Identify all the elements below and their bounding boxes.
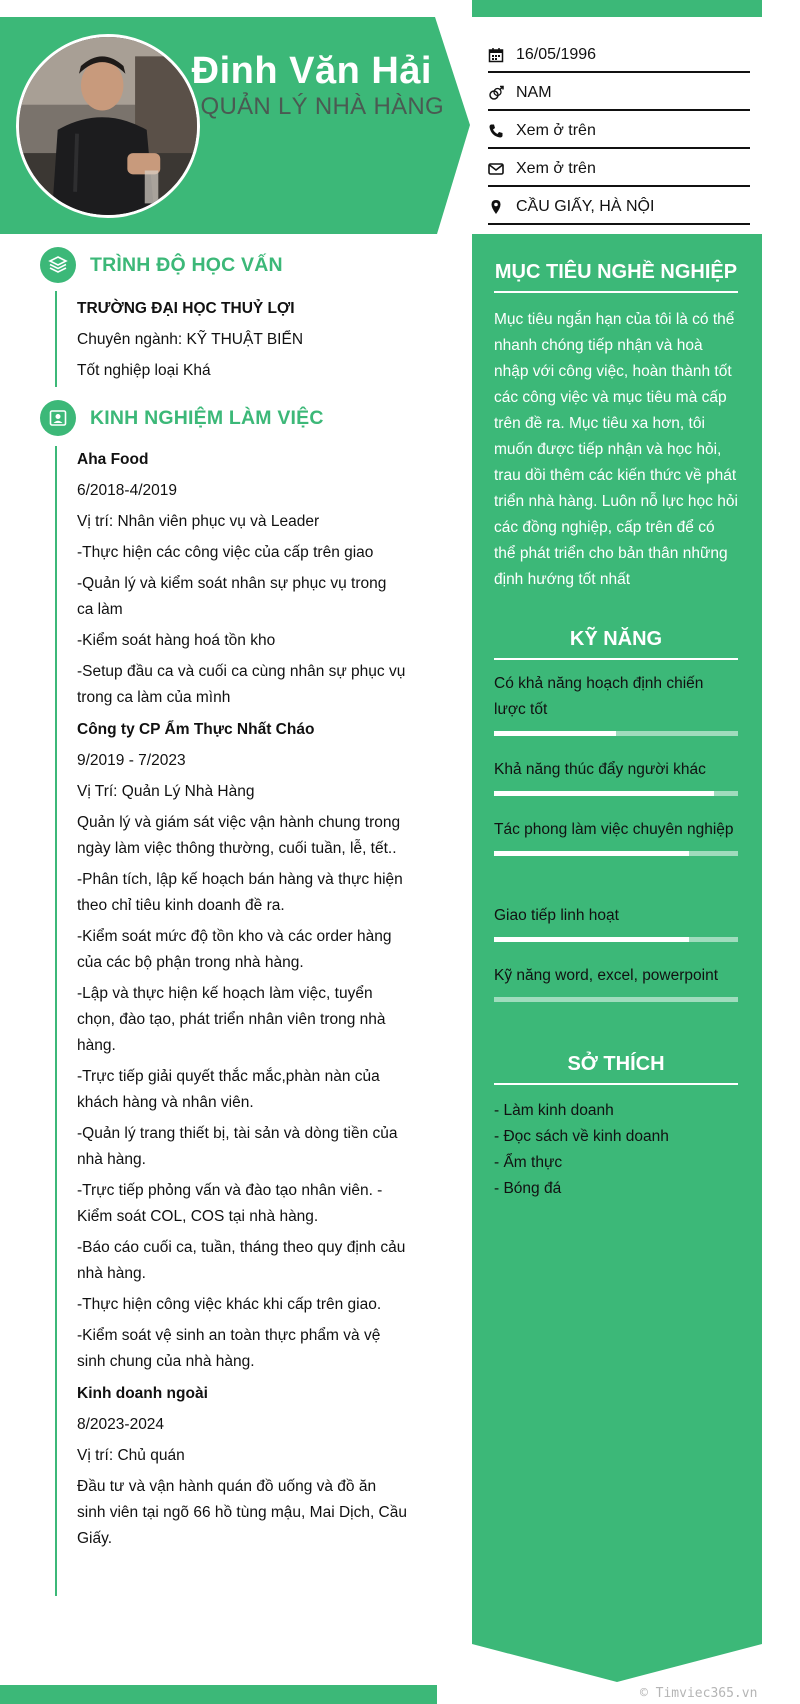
skill-label: Tác phong làm việc chuyên nghiệp — [494, 821, 734, 838]
job-duty: -Thực hiện các công việc của cấp trên giao — [77, 544, 374, 561]
contact-phone — [488, 111, 750, 149]
hobby-item: - Ẩm thực — [494, 1154, 563, 1171]
contact-birthdate-value: 16/05/1996 — [516, 46, 597, 63]
experience-timeline-line — [55, 446, 57, 1596]
contact-phone-value: Xem ở trên — [516, 122, 596, 139]
education-major: Chuyên ngành: KỸ THUẬT BIỂN — [77, 331, 304, 348]
skill-bar — [494, 997, 738, 1002]
job-company: Kinh doanh ngoài — [77, 1385, 208, 1402]
experience-block — [77, 447, 407, 1557]
bottom-bar — [0, 1685, 437, 1704]
education-timeline-line — [55, 291, 57, 387]
skill-label: Có khả năng hoạch định chiến lược tốt — [494, 675, 704, 718]
skill-item — [494, 671, 738, 736]
skill-bar-fill — [494, 937, 689, 942]
phone-icon — [488, 123, 516, 139]
contact-email-value: Xem ở trên — [516, 160, 596, 177]
job-position: Vị Trí: Quản Lý Nhà Hàng — [77, 783, 255, 800]
job-duty: -Phân tích, lập kế hoạch bán hàng và thực hiện theo chỉ tiêu kinh doanh đề ra. — [77, 871, 403, 914]
education-school: TRƯỜNG ĐẠI HỌC THUỶ LỢI — [77, 300, 295, 317]
id-card-icon — [40, 400, 76, 436]
job-duty: -Trực tiếp giải quyết thắc mắc,phàn nàn của khách hàng và nhân viên. — [77, 1068, 380, 1111]
hobby-item: - Bóng đá — [494, 1180, 562, 1197]
job-duty: -Thực hiện công việc khác khi cấp trên giao. — [77, 1296, 382, 1313]
hobby-list — [494, 1098, 738, 1202]
hobbies-title: SỞ THÍCH — [494, 1051, 738, 1085]
skill-item — [494, 963, 738, 1002]
skill-bar-fill — [494, 731, 616, 736]
job-duty: -Lập và thực hiện kế hoạch làm việc, tuyển chọn, đào tạo, phát triển nhân viên trong nhà hàng. — [77, 985, 386, 1054]
contact-gender — [488, 73, 750, 111]
contact-location — [488, 187, 750, 225]
job-period: 6/2018-4/2019 — [77, 482, 177, 499]
job-duty: Đầu tư và vận hành quán đồ uống và đồ ăn sinh viên tại ngõ 66 hồ tùng mậu, Mai Dịch, Cầu Giấy. — [77, 1478, 407, 1547]
job-period: 9/2019 - 7/2023 — [77, 752, 186, 769]
hobby-item: - Làm kinh doanh — [494, 1102, 614, 1119]
skill-item — [494, 817, 738, 856]
job-position: Vị trí: Chủ quán — [77, 1447, 185, 1464]
job-duty: -Kiểm soát vệ sinh an toàn thực phẩm và vệ sinh chung của nhà hàng. — [77, 1327, 381, 1370]
job-duty: -Quản lý và kiểm soát nhân sự phục vụ trong ca làm — [77, 575, 387, 618]
hobby-item: - Đọc sách về kinh doanh — [494, 1128, 669, 1145]
skill-bar-fill — [494, 791, 714, 796]
job-period: 8/2023-2024 — [77, 1416, 165, 1433]
skill-bar — [494, 937, 738, 942]
job-duty: -Setup đầu ca và cuối ca cùng nhân sự phục vụ trong ca làm của mình — [77, 663, 406, 706]
education-heading — [40, 247, 440, 283]
footer-credit: © Timviec365.vn — [640, 1686, 758, 1701]
education-grade: Tốt nghiệp loại Khá — [77, 362, 211, 379]
education-title: TRÌNH ĐỘ HỌC VẤN — [90, 253, 283, 276]
skill-bar — [494, 791, 738, 796]
contact-location-value: CẦU GIẤY, HÀ NỘI — [516, 198, 655, 215]
skill-item — [494, 757, 738, 796]
skill-bar — [494, 851, 738, 856]
job-duty: -Kiểm soát mức độ tồn kho và các order hàng của các bộ phận trong nhà hàng. — [77, 928, 392, 971]
skill-bar — [494, 731, 738, 736]
skill-bar-fill — [494, 851, 689, 856]
email-icon — [488, 161, 516, 177]
objective-text: Mục tiêu ngắn hạn của tôi là có thể nhanh chóng tiếp nhận và hoà nhập với công việc, hoàn thành tốt các công việc và mục tiêu mà cấp trên đề ra. Mục tiêu xa hơn, tôi muốn được tiếp nhận và học hỏi, trau dồi thêm các kiến thức về phát triển nhà hàng. Luôn nỗ lực học hỏi các đồng nghiệp, cấp trên để có thể phát triển cho bản thân những định hướng tốt nhất — [494, 311, 738, 588]
job-company: Aha Food — [77, 451, 149, 468]
skill-item — [494, 903, 738, 942]
skills-title: KỸ NĂNG — [494, 626, 738, 660]
job-duty: -Báo cáo cuối ca, tuần, tháng theo quy định cảu nhà hàng. — [77, 1239, 406, 1282]
job-duty: Quản lý và giám sát việc vận hành chung trong ngày làm việc thông thường, cuối tuần, lễ, tết.. — [77, 814, 401, 857]
layers-icon — [40, 247, 76, 283]
contact-email — [488, 149, 750, 187]
skill-label: Khả năng thúc đẩy người khác — [494, 761, 706, 778]
objective-title: MỤC TIÊU NGHỀ NGHIỆP — [494, 259, 738, 293]
candidate-job-title: QUẢN LÝ NHÀ HÀNG — [200, 93, 444, 120]
job-duty: -Quản lý trang thiết bị, tài sản và dòng tiền của nhà hàng. — [77, 1125, 398, 1168]
experience-title: KINH NGHIỆM LÀM VIỆC — [90, 406, 324, 429]
gender-icon — [488, 85, 516, 101]
contact-list — [488, 35, 750, 225]
education-block — [77, 296, 407, 389]
calendar-icon — [488, 47, 516, 63]
contact-birthdate — [488, 35, 750, 73]
job-company: Công ty CP Ẩm Thực Nhất Cháo — [77, 721, 315, 738]
contact-gender-value: NAM — [516, 84, 552, 101]
skill-label: Giao tiếp linh hoạt — [494, 907, 619, 924]
right-top-bar — [472, 0, 762, 17]
job-duty: -Trực tiếp phỏng vấn và đào tạo nhân viên. - Kiểm soát COL, COS tại nhà hàng. — [77, 1182, 383, 1225]
candidate-name: Đinh Văn Hải — [191, 50, 432, 92]
job-position: Vị trí: Nhân viên phục vụ và Leader — [77, 513, 320, 530]
job-duty: -Kiểm soát hàng hoá tồn kho — [77, 632, 276, 649]
skill-label: Kỹ năng word, excel, powerpoint — [494, 967, 719, 984]
location-icon — [488, 199, 516, 215]
experience-heading — [40, 400, 440, 436]
